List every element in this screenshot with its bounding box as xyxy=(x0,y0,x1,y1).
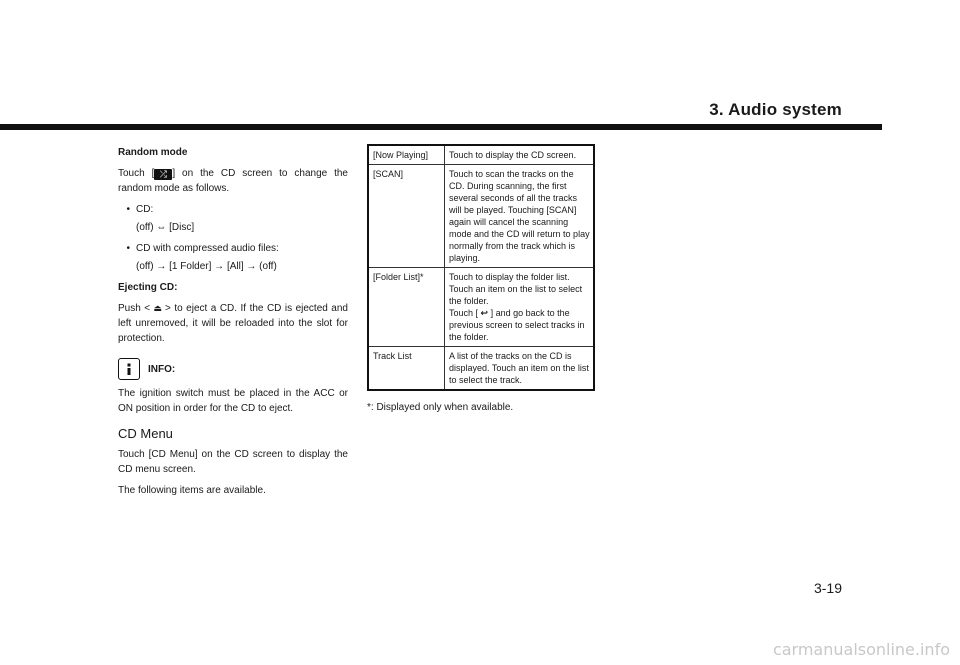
table-desc: Touch to scan the tracks on the CD. During scanning, the first several seconds of all the tracks will be played. Touching [SCAN] again will cancel the scanning mode and the CD will return to play normally from the track which is playing. xyxy=(445,165,594,268)
menu-items-table xyxy=(367,144,595,391)
info-text: The ignition switch must be placed in the ACC or ON position in order for the CD to eject. xyxy=(118,388,348,414)
table-desc-2 xyxy=(449,307,590,343)
bullet-label: CD: xyxy=(136,204,154,215)
info-callout xyxy=(118,358,348,380)
watermark: carmanualsonline.info xyxy=(772,640,950,659)
bullet-label: CD with compressed audio files: xyxy=(136,243,279,254)
eject-heading: Ejecting CD: xyxy=(118,282,178,293)
table-desc: Touch to display the folder list. Touch an item on the list to select the folder. xyxy=(449,272,583,306)
info-icon xyxy=(118,358,140,380)
table-item: [Folder List]* xyxy=(369,268,445,347)
table-row xyxy=(369,146,593,165)
back-touch-suffix: ] and go back to the previous screen to select tracks in the folder. xyxy=(449,308,585,342)
left-column xyxy=(118,145,348,504)
random-touch-prefix: Touch [ xyxy=(118,168,155,179)
table-desc-cell xyxy=(445,268,594,347)
list-item xyxy=(118,202,348,217)
footnote: *: Displayed only when available. xyxy=(367,402,514,413)
table-row xyxy=(369,347,593,390)
table-desc: A list of the tracks on the CD is displayed. Touch an item on the list to select the track. xyxy=(445,347,594,390)
bullet-dot: • xyxy=(126,243,130,254)
header-title: 3. Audio system xyxy=(709,100,842,119)
bullet-value: (off) ⇔ [Disc] xyxy=(136,222,195,233)
eject-push-suffix: > to eject a CD. If the CD is ejected and left unremoved, it will be reloaded into the slot for protection. xyxy=(118,303,348,344)
table-row xyxy=(369,165,593,268)
table-row xyxy=(369,268,593,347)
header-rule xyxy=(0,124,882,130)
bullet-value: (off) → [1 Folder] → [All] → (off) xyxy=(136,261,277,272)
page-number: 3-19 xyxy=(813,580,842,596)
random-mode-heading: Random mode xyxy=(118,147,188,158)
cd-menu-paragraph: Touch [CD Menu] on the CD screen to display the CD menu screen. xyxy=(118,449,348,475)
eject-push-prefix: Push < xyxy=(118,303,151,314)
cd-menu-title: CD Menu xyxy=(118,426,173,441)
list-item xyxy=(118,241,348,256)
table-desc: Touch to display the CD screen. xyxy=(445,146,594,165)
shuffle-icon: ⤮ xyxy=(154,169,172,180)
table-item: [SCAN] xyxy=(369,165,445,268)
table-item: Track List xyxy=(373,351,412,361)
back-touch-prefix: Touch [ xyxy=(449,308,479,318)
table-item: [Now Playing] xyxy=(369,146,445,165)
cd-menu-paragraph-2: The following items are available. xyxy=(118,485,266,496)
random-mode-paragraph xyxy=(118,166,348,196)
bullet-dot: • xyxy=(126,204,130,215)
back-icon: ↩ xyxy=(478,308,491,318)
eject-paragraph xyxy=(118,301,348,346)
random-touch-suffix: ] on the CD screen to change the random mode as follows. xyxy=(118,168,348,194)
eject-icon: ⏏ xyxy=(150,303,166,313)
info-label: INFO: xyxy=(148,363,176,375)
